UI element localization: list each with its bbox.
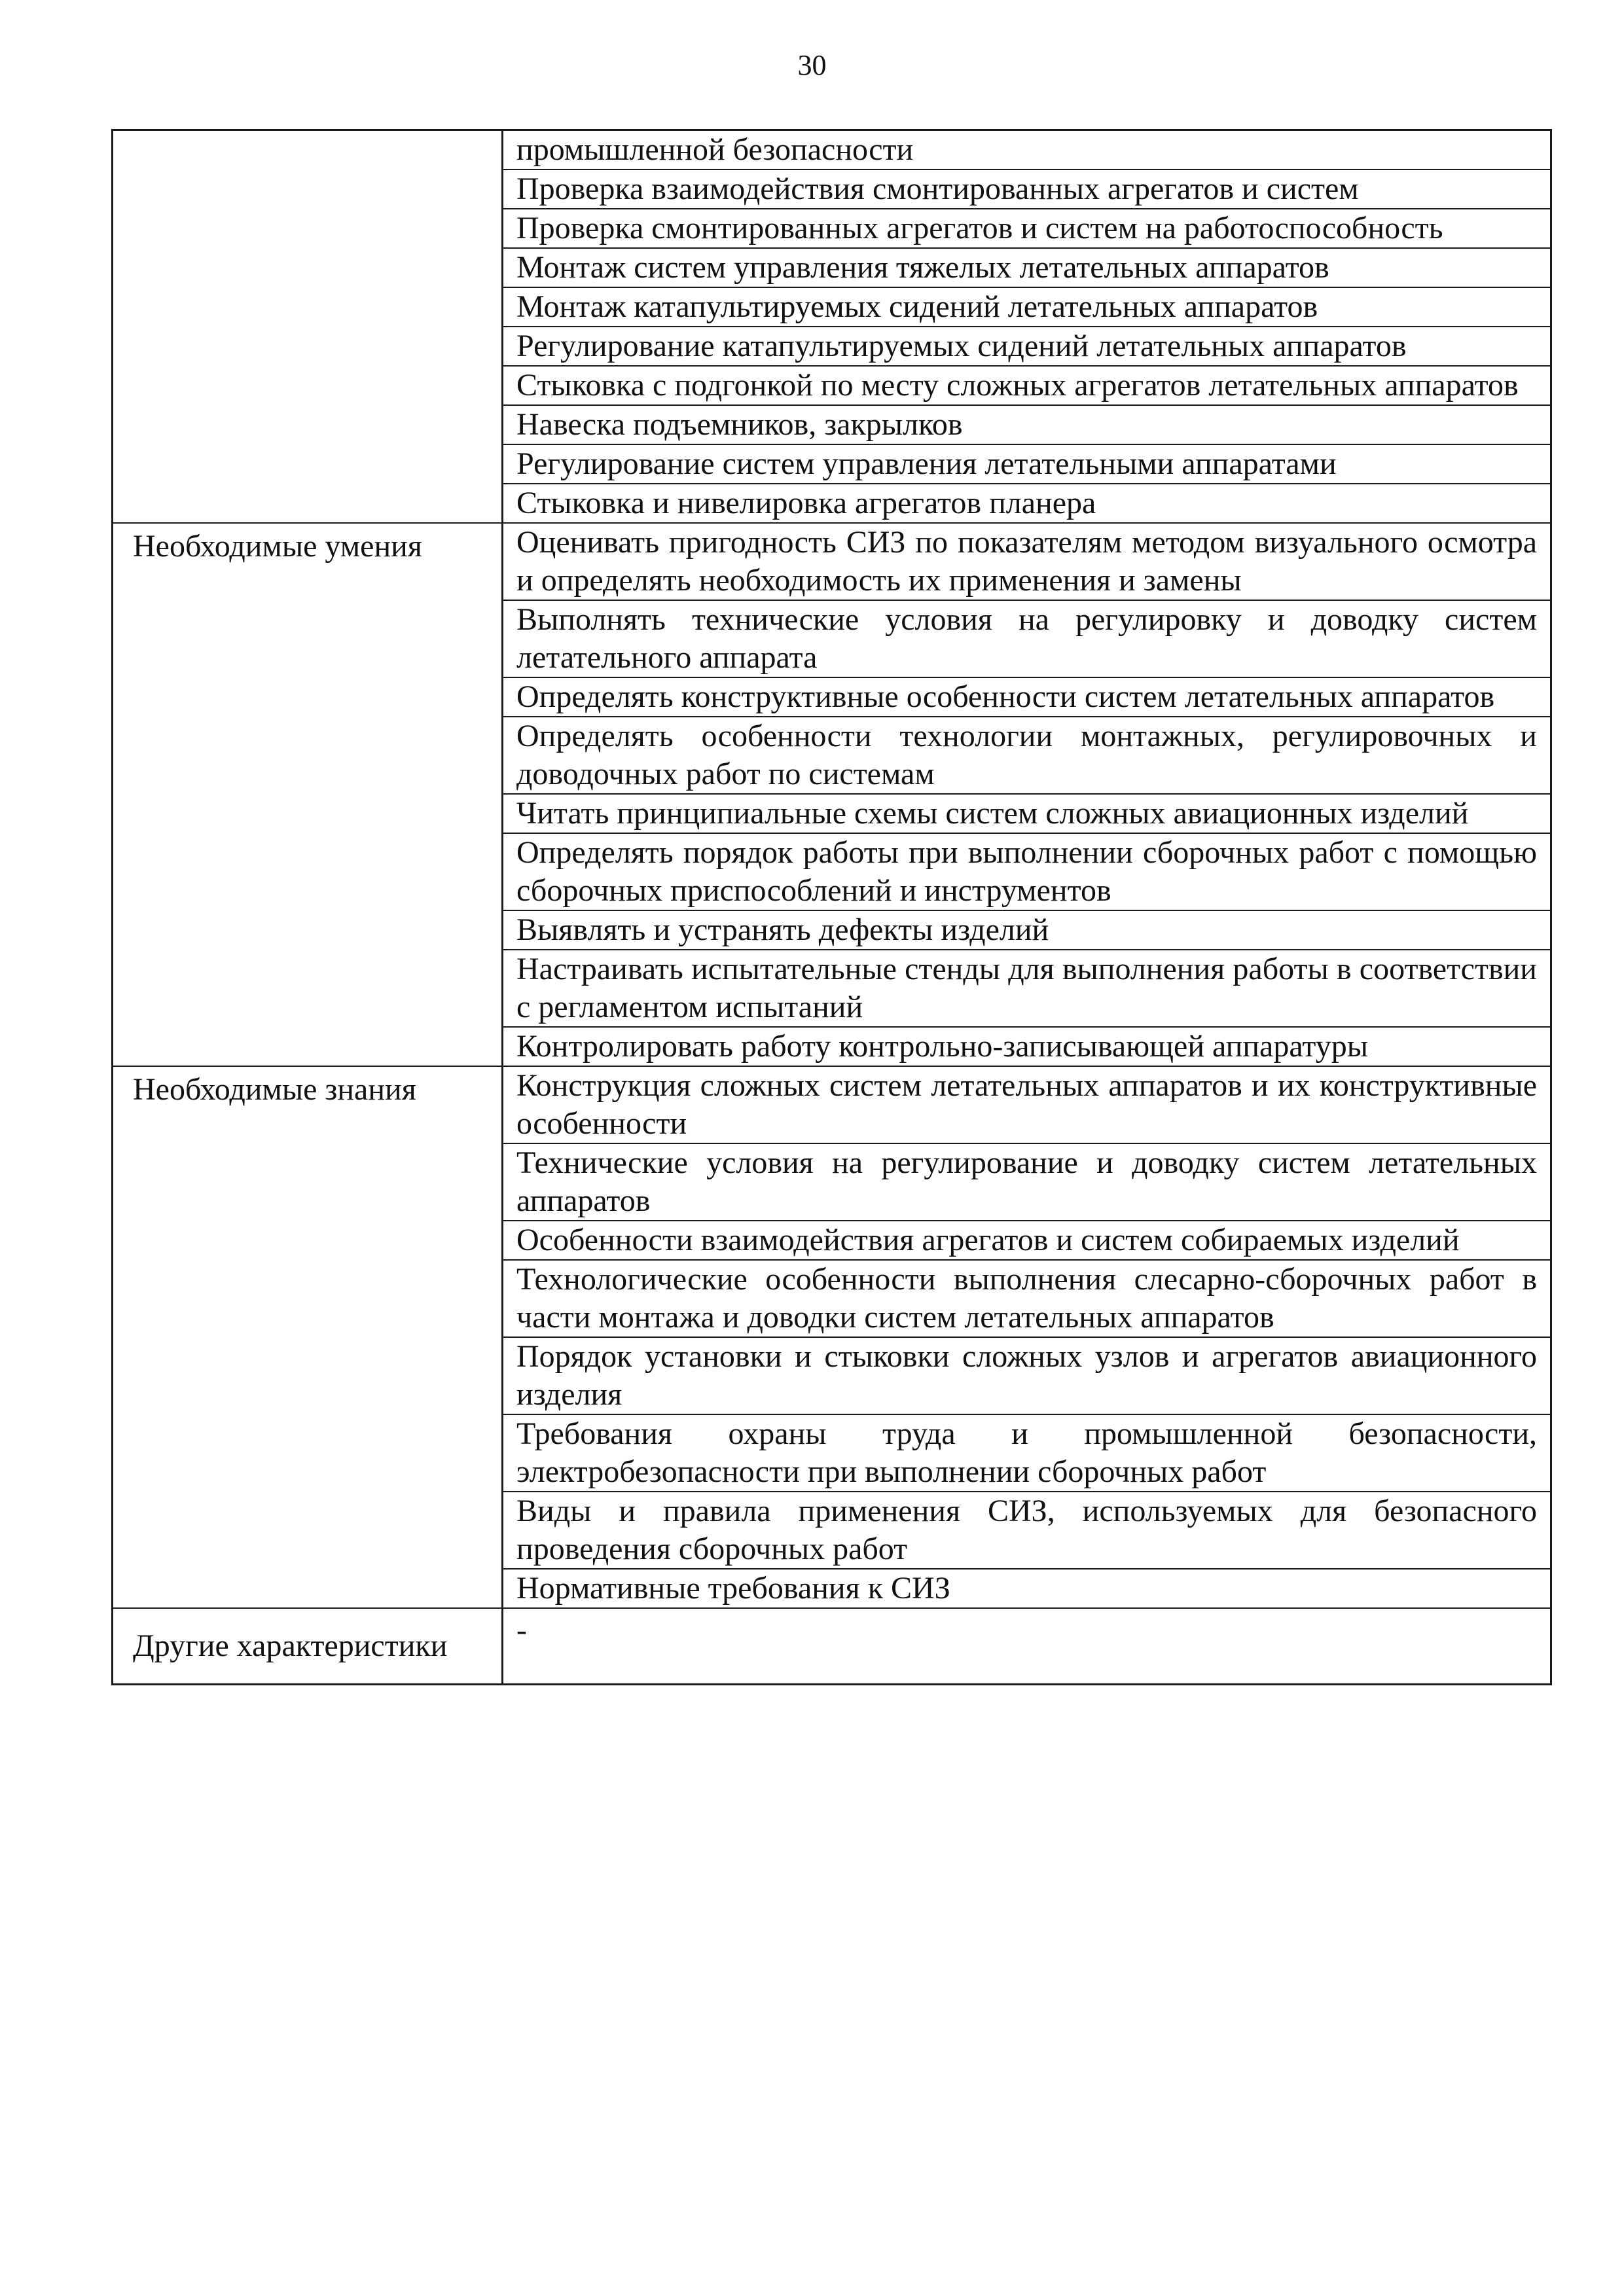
section-item: Виды и правила применения СИЗ, используемых для безопасного проведения сборочных работ	[503, 1492, 1551, 1569]
table-row	[113, 1066, 1551, 1143]
characteristics-table	[111, 129, 1552, 1685]
section-item: Стыковка с подгонкой по месту сложных агрегатов летательных аппаратов	[503, 366, 1551, 405]
section-item: Регулирование катапультируемых сидений летательных аппаратов	[503, 327, 1551, 366]
section-item: Навеска подъемников, закрылков	[503, 405, 1551, 444]
table-row	[113, 1608, 1551, 1685]
section-item: Технологические особенности выполнения слесарно-сборочных работ в части монтажа и доводки систем летательных аппаратов	[503, 1260, 1551, 1337]
section-item: Порядок установки и стыковки сложных узлов и агрегатов авиационного изделия	[503, 1337, 1551, 1414]
section-item: Определять порядок работы при выполнении сборочных работ с помощью сборочных приспособлений и инструментов	[503, 833, 1551, 910]
section-item: Читать принципиальные схемы систем сложных авиационных изделий	[503, 794, 1551, 833]
section-label: Необходимые знания	[113, 1066, 503, 1608]
section-item: Настраивать испытательные стенды для выполнения работы в соответствии с регламентом испытаний	[503, 950, 1551, 1027]
section-item: Определять особенности технологии монтажных, регулировочных и доводочных работ по системам	[503, 717, 1551, 794]
section-label	[113, 130, 503, 524]
section-item: Оценивать пригодность СИЗ по показателям методом визуального осмотра и определять необходимость их применения и замены	[503, 523, 1551, 600]
table-body	[113, 130, 1551, 1685]
section-item: Регулирование систем управления летательными аппаратами	[503, 444, 1551, 484]
section-item: Контролировать работу контрольно-записывающей аппаратуры	[503, 1027, 1551, 1066]
section-item: Выявлять и устранять дефекты изделий	[503, 910, 1551, 950]
section-item: Проверка взаимодействия смонтированных агрегатов и систем	[503, 170, 1551, 209]
section-item: -	[503, 1608, 1551, 1685]
section-item: Монтаж катапультируемых сидений летательных аппаратов	[503, 287, 1551, 327]
section-item: Стыковка и нивелировка агрегатов планера	[503, 484, 1551, 523]
section-item: Требования охраны труда и промышленной безопасности, электробезопасности при выполнении сборочных работ	[503, 1414, 1551, 1492]
section-label: Другие характеристики	[113, 1608, 503, 1685]
section-item: Определять конструктивные особенности систем летательных аппаратов	[503, 677, 1551, 717]
section-label: Необходимые умения	[113, 523, 503, 1066]
table-row	[113, 523, 1551, 600]
table-row	[113, 130, 1551, 170]
section-item: Монтаж систем управления тяжелых летательных аппаратов	[503, 248, 1551, 287]
section-item: Особенности взаимодействия агрегатов и систем собираемых изделий	[503, 1221, 1551, 1260]
section-item: Выполнять технические условия на регулировку и доводку систем летательного аппарата	[503, 600, 1551, 677]
section-item: промышленной безопасности	[503, 130, 1551, 170]
section-item: Нормативные требования к СИЗ	[503, 1569, 1551, 1608]
section-item: Проверка смонтированных агрегатов и систем на работоспособность	[503, 209, 1551, 248]
section-item: Конструкция сложных систем летательных аппаратов и их конструктивные особенности	[503, 1066, 1551, 1143]
section-item: Технические условия на регулирование и доводку систем летательных аппаратов	[503, 1143, 1551, 1221]
page-number: 30	[797, 49, 827, 81]
